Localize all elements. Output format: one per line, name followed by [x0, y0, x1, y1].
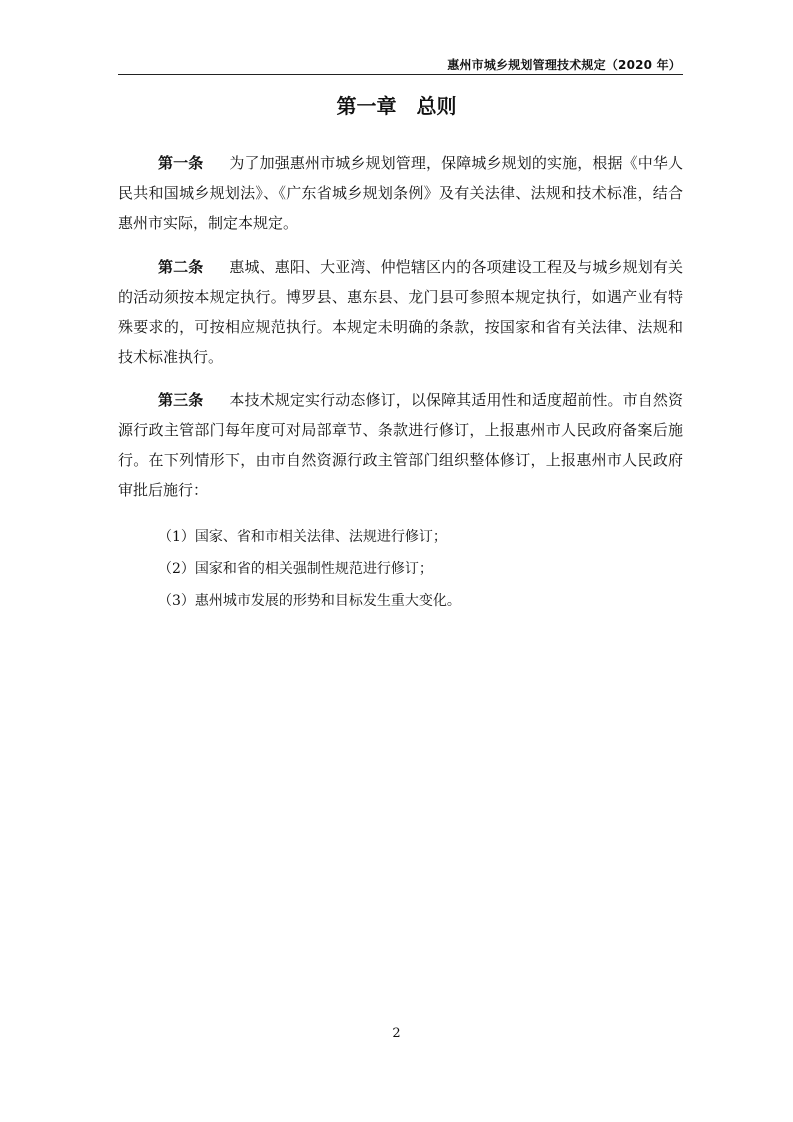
article-1-text: 为了加强惠州市城乡规划管理，保障城乡规划的实施，根据《中华人民共和国城乡规划法》、《广东省城乡规划条例》及有关法律、法规和技术标准，结合惠州市实际，制定本规定。	[118, 154, 683, 232]
article-3-label: 第三条	[158, 391, 204, 409]
article-3	[118, 385, 683, 505]
article-3-text: 本技术规定实行动态修订，以保障其适用性和适度超前性。市自然资源行政主管部门每年度可对局部章节、条款进行修订，上报惠州市人民政府备案后施行。在下列情形下，由市自然资源行政主管部门组织整体修订，上报惠州市人民政府审批后施行：	[118, 391, 683, 499]
article-1-label: 第一条	[158, 154, 204, 172]
list-item: （3）惠州城市发展的形势和目标发生重大变化。	[158, 593, 461, 609]
page-header	[118, 52, 683, 75]
list-item: （2）国家和省的相关强制性规范进行修订；	[158, 561, 433, 577]
page-number: 2	[392, 1026, 401, 1041]
list-item: （1）国家、省和市相关法律、法规进行修订；	[158, 529, 447, 545]
article-2-text: 惠城、惠阳、大亚湾、仲恺辖区内的各项建设工程及与城乡规划有关的活动须按本规定执行。博罗县、惠东县、龙门县可参照本规定执行，如遇产业有特殊要求的，可按相应规范执行。本规定未明确的条款，按国家和省有关法律、法规和技术标准执行。	[118, 258, 683, 366]
header-title: 惠州市城乡规划管理技术规定（2020 年）	[447, 58, 681, 72]
article-2-label: 第二条	[158, 258, 204, 276]
chapter-title: 第一章 总则	[336, 94, 457, 118]
revision-conditions-list	[158, 521, 683, 617]
article-1	[118, 148, 683, 238]
article-2	[118, 252, 683, 372]
